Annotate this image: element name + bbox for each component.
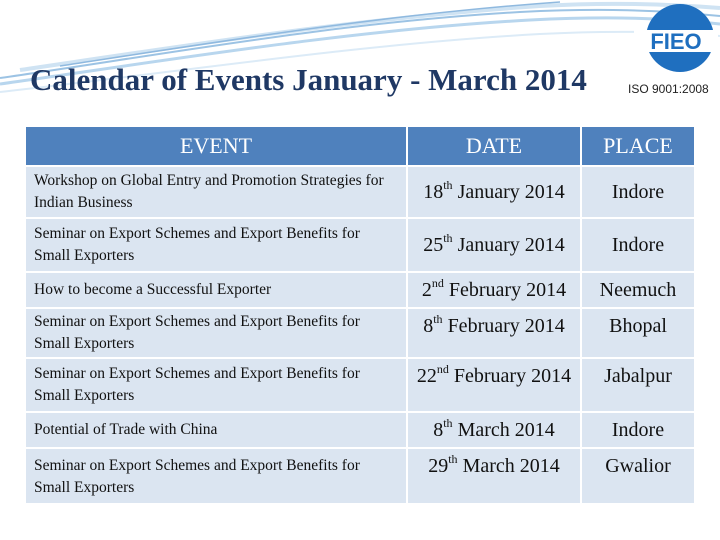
header-place: PLACE xyxy=(582,127,694,165)
table-row xyxy=(26,359,694,411)
event-date: 18th January 2014 xyxy=(408,167,580,217)
event-name: Seminar on Export Schemes and Export Benefits for Small Exporters xyxy=(26,449,406,503)
header-date: DATE xyxy=(408,127,580,165)
event-name: How to become a Successful Exporter xyxy=(26,273,406,307)
event-place: Indore xyxy=(582,167,694,217)
table-row xyxy=(26,449,694,503)
event-place: Indore xyxy=(582,219,694,271)
event-place: Gwalior xyxy=(582,449,694,503)
event-date: 29th March 2014 xyxy=(408,449,580,503)
event-place: Bhopal xyxy=(582,309,694,357)
table-row xyxy=(26,167,694,217)
table-row xyxy=(26,219,694,271)
event-date: 8th March 2014 xyxy=(408,413,580,447)
event-date: 2nd February 2014 xyxy=(408,273,580,307)
table-row xyxy=(26,273,694,307)
table-row xyxy=(26,309,694,357)
event-place: Neemuch xyxy=(582,273,694,307)
event-name: Workshop on Global Entry and Promotion Strategies for Indian Business xyxy=(26,167,406,217)
iso-certification: ISO 9001:2008 xyxy=(628,82,709,96)
event-name: Seminar on Export Schemes and Export Benefits for Small Exporters xyxy=(26,359,406,411)
events-table xyxy=(24,125,696,505)
event-name: Seminar on Export Schemes and Export Benefits for Small Exporters xyxy=(26,219,406,271)
event-place: Jabalpur xyxy=(582,359,694,411)
event-date: 22nd February 2014 xyxy=(408,359,580,411)
fieo-logo xyxy=(632,2,718,78)
event-name: Potential of Trade with China xyxy=(26,413,406,447)
logo-text: FIEO xyxy=(650,29,702,54)
event-date: 25th January 2014 xyxy=(408,219,580,271)
slide-title: Calendar of Events January - March 2014 xyxy=(30,62,587,97)
event-date: 8th February 2014 xyxy=(408,309,580,357)
header-event: EVENT xyxy=(26,127,406,165)
event-name: Seminar on Export Schemes and Export Benefits for Small Exporters xyxy=(26,309,406,357)
event-place: Indore xyxy=(582,413,694,447)
table-row xyxy=(26,413,694,447)
table-header-row xyxy=(26,127,694,165)
